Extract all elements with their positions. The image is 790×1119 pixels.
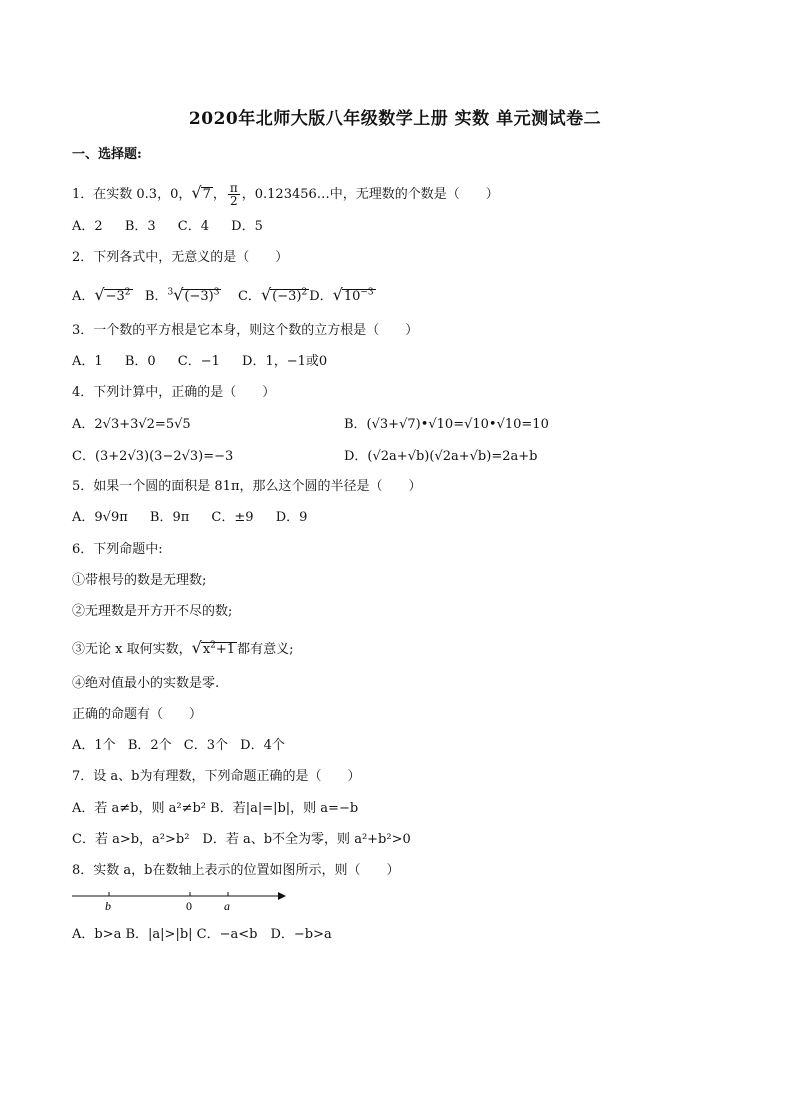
q2-a-rad-text: −3 bbox=[105, 289, 125, 304]
q1-stem-post: ，0.123456…中，无理数的个数是（ ） bbox=[241, 187, 499, 202]
q7-options-row-1: A．若 a≠b，则 a²≠b² B．若|a|=|b|，则 a=−b bbox=[72, 801, 359, 816]
label-0: 0 bbox=[186, 899, 192, 913]
q1-option-b: B．3 bbox=[124, 219, 156, 234]
q2-d-exp: −3 bbox=[360, 287, 374, 298]
q8-options: A．b>a B．|a|>|b| C．−a<b D．−b>a bbox=[72, 927, 332, 942]
q2-b-radicand bbox=[182, 289, 221, 304]
q6-statement-1: ①带根号的数是无理数; bbox=[72, 573, 207, 588]
q6-statement-4: ④绝对值最小的实数是零. bbox=[72, 676, 220, 691]
q6-s3-exp: 2 bbox=[210, 640, 216, 651]
q1-options bbox=[72, 218, 281, 236]
q1-option-d: D．5 bbox=[231, 219, 263, 234]
q2-a-label: A． bbox=[72, 289, 95, 304]
q1-frac-den: 2 bbox=[229, 194, 238, 208]
question-8: 8．实数 a，b在数轴上表示的位置如图所示，则（ ） bbox=[72, 863, 400, 878]
q6-s3-radicand bbox=[201, 642, 237, 657]
q1-stem-pre: 1．在实数 0.3，0， bbox=[72, 187, 192, 202]
question-6: 6．下列命题中: bbox=[72, 542, 163, 557]
question-7: 7．设 a、b为有理数，下列命题正确的是（ ） bbox=[72, 769, 361, 784]
q2-b-index: 3 bbox=[167, 287, 174, 298]
q6-option-d: D．4个 bbox=[240, 738, 285, 753]
q5-option-a: A．9√9π bbox=[72, 510, 128, 525]
q6-ask: 正确的命题有（ ） bbox=[72, 707, 203, 722]
question-4: 4．下列计算中，正确的是（ ） bbox=[72, 385, 276, 400]
q6-s3-rad-tail: +1 bbox=[215, 642, 236, 657]
q2-a-exp: 2 bbox=[124, 287, 131, 298]
q2-c-exp: 2 bbox=[301, 287, 308, 298]
q4-option-b: B．(√3+√7)•√10=√10•√10=10 bbox=[344, 417, 549, 432]
q2-options bbox=[72, 286, 376, 306]
q2-c-label: C． bbox=[237, 289, 261, 304]
question-2: 2．下列各式中，无意义的是（ ） bbox=[72, 250, 289, 265]
q2-a-radicand bbox=[104, 289, 133, 304]
q5-option-c: C．±9 bbox=[211, 510, 254, 525]
q3-option-d: D．1，−1或0 bbox=[242, 354, 328, 369]
q6-statement-2: ②无理数是开方开不尽的数; bbox=[72, 604, 233, 619]
q6-statement-3 bbox=[72, 639, 293, 659]
q2-d-radicand bbox=[342, 289, 376, 304]
q6-s3-post: 都有意义; bbox=[237, 642, 294, 657]
q1-fraction bbox=[228, 182, 240, 207]
q5-option-b: B．9π bbox=[149, 510, 190, 525]
radical-icon: √ bbox=[260, 285, 272, 304]
q3-option-a: A．1 bbox=[72, 354, 103, 369]
question-5: 5．如果一个圆的面积是 81π，那么这个圆的半径是（ ） bbox=[72, 479, 422, 494]
q2-b-label: B． bbox=[144, 289, 168, 304]
arrow-right-icon bbox=[278, 892, 286, 900]
q3-option-b: B．0 bbox=[124, 354, 156, 369]
label-a: a bbox=[224, 899, 230, 913]
q5-option-d: D．9 bbox=[275, 510, 308, 525]
q6-s3-pre: ③无论 x 取何实数， bbox=[72, 642, 192, 657]
q2-c-rad-text: (−3) bbox=[272, 289, 302, 304]
q4-option-a: A．2√3+3√2=5√5 bbox=[72, 417, 191, 432]
section-heading: 一、选择题: bbox=[72, 147, 142, 162]
q2-d-label: D． bbox=[309, 289, 333, 304]
q2-d-rad-text: 10 bbox=[343, 289, 361, 304]
q1-sep: ， bbox=[212, 187, 226, 202]
q2-b-rad-text: (−3) bbox=[184, 289, 214, 304]
q7-options-row-2: C．若 a>b，a²>b² D．若 a、b不全为零，则 a²+b²>0 bbox=[72, 832, 411, 847]
radical-icon: √ bbox=[191, 638, 202, 657]
q1-option-a: A．2 bbox=[72, 219, 103, 234]
q1-sqrt: 7 bbox=[202, 187, 211, 202]
radical-icon: √ bbox=[173, 285, 184, 304]
q3-options bbox=[72, 353, 345, 371]
q4-option-c: C．(3+2√3)(3−2√3)=−3 bbox=[72, 449, 234, 464]
q3-option-c: C．−1 bbox=[177, 354, 220, 369]
label-b: b bbox=[105, 899, 111, 913]
question-1 bbox=[72, 182, 499, 207]
q2-b-exp: 3 bbox=[213, 287, 220, 298]
radical-icon: √ bbox=[94, 285, 105, 304]
q6-options bbox=[72, 737, 293, 755]
number-line-figure bbox=[72, 890, 287, 920]
page-title: 2020年北师大版八年级数学上册 实数 单元测试卷二 bbox=[188, 109, 602, 129]
q5-options bbox=[72, 509, 325, 527]
q2-c-radicand bbox=[270, 289, 309, 304]
q6-s3-rad-text: x bbox=[202, 642, 211, 657]
q6-option-a: A．1个 bbox=[72, 738, 116, 753]
q6-option-b: B．2个 bbox=[127, 738, 172, 753]
q1-frac-num: π bbox=[229, 181, 238, 195]
radical-icon: √ bbox=[191, 183, 202, 202]
radical-icon: √ bbox=[332, 285, 343, 304]
q1-option-c: C．4 bbox=[177, 219, 209, 234]
q4-option-d: D．(√2a+√b)(√2a+√b)=2a+b bbox=[344, 449, 538, 464]
question-3: 3．一个数的平方根是它本身，则这个数的立方根是（ ） bbox=[72, 323, 419, 338]
q6-option-c: C．3个 bbox=[183, 738, 228, 753]
